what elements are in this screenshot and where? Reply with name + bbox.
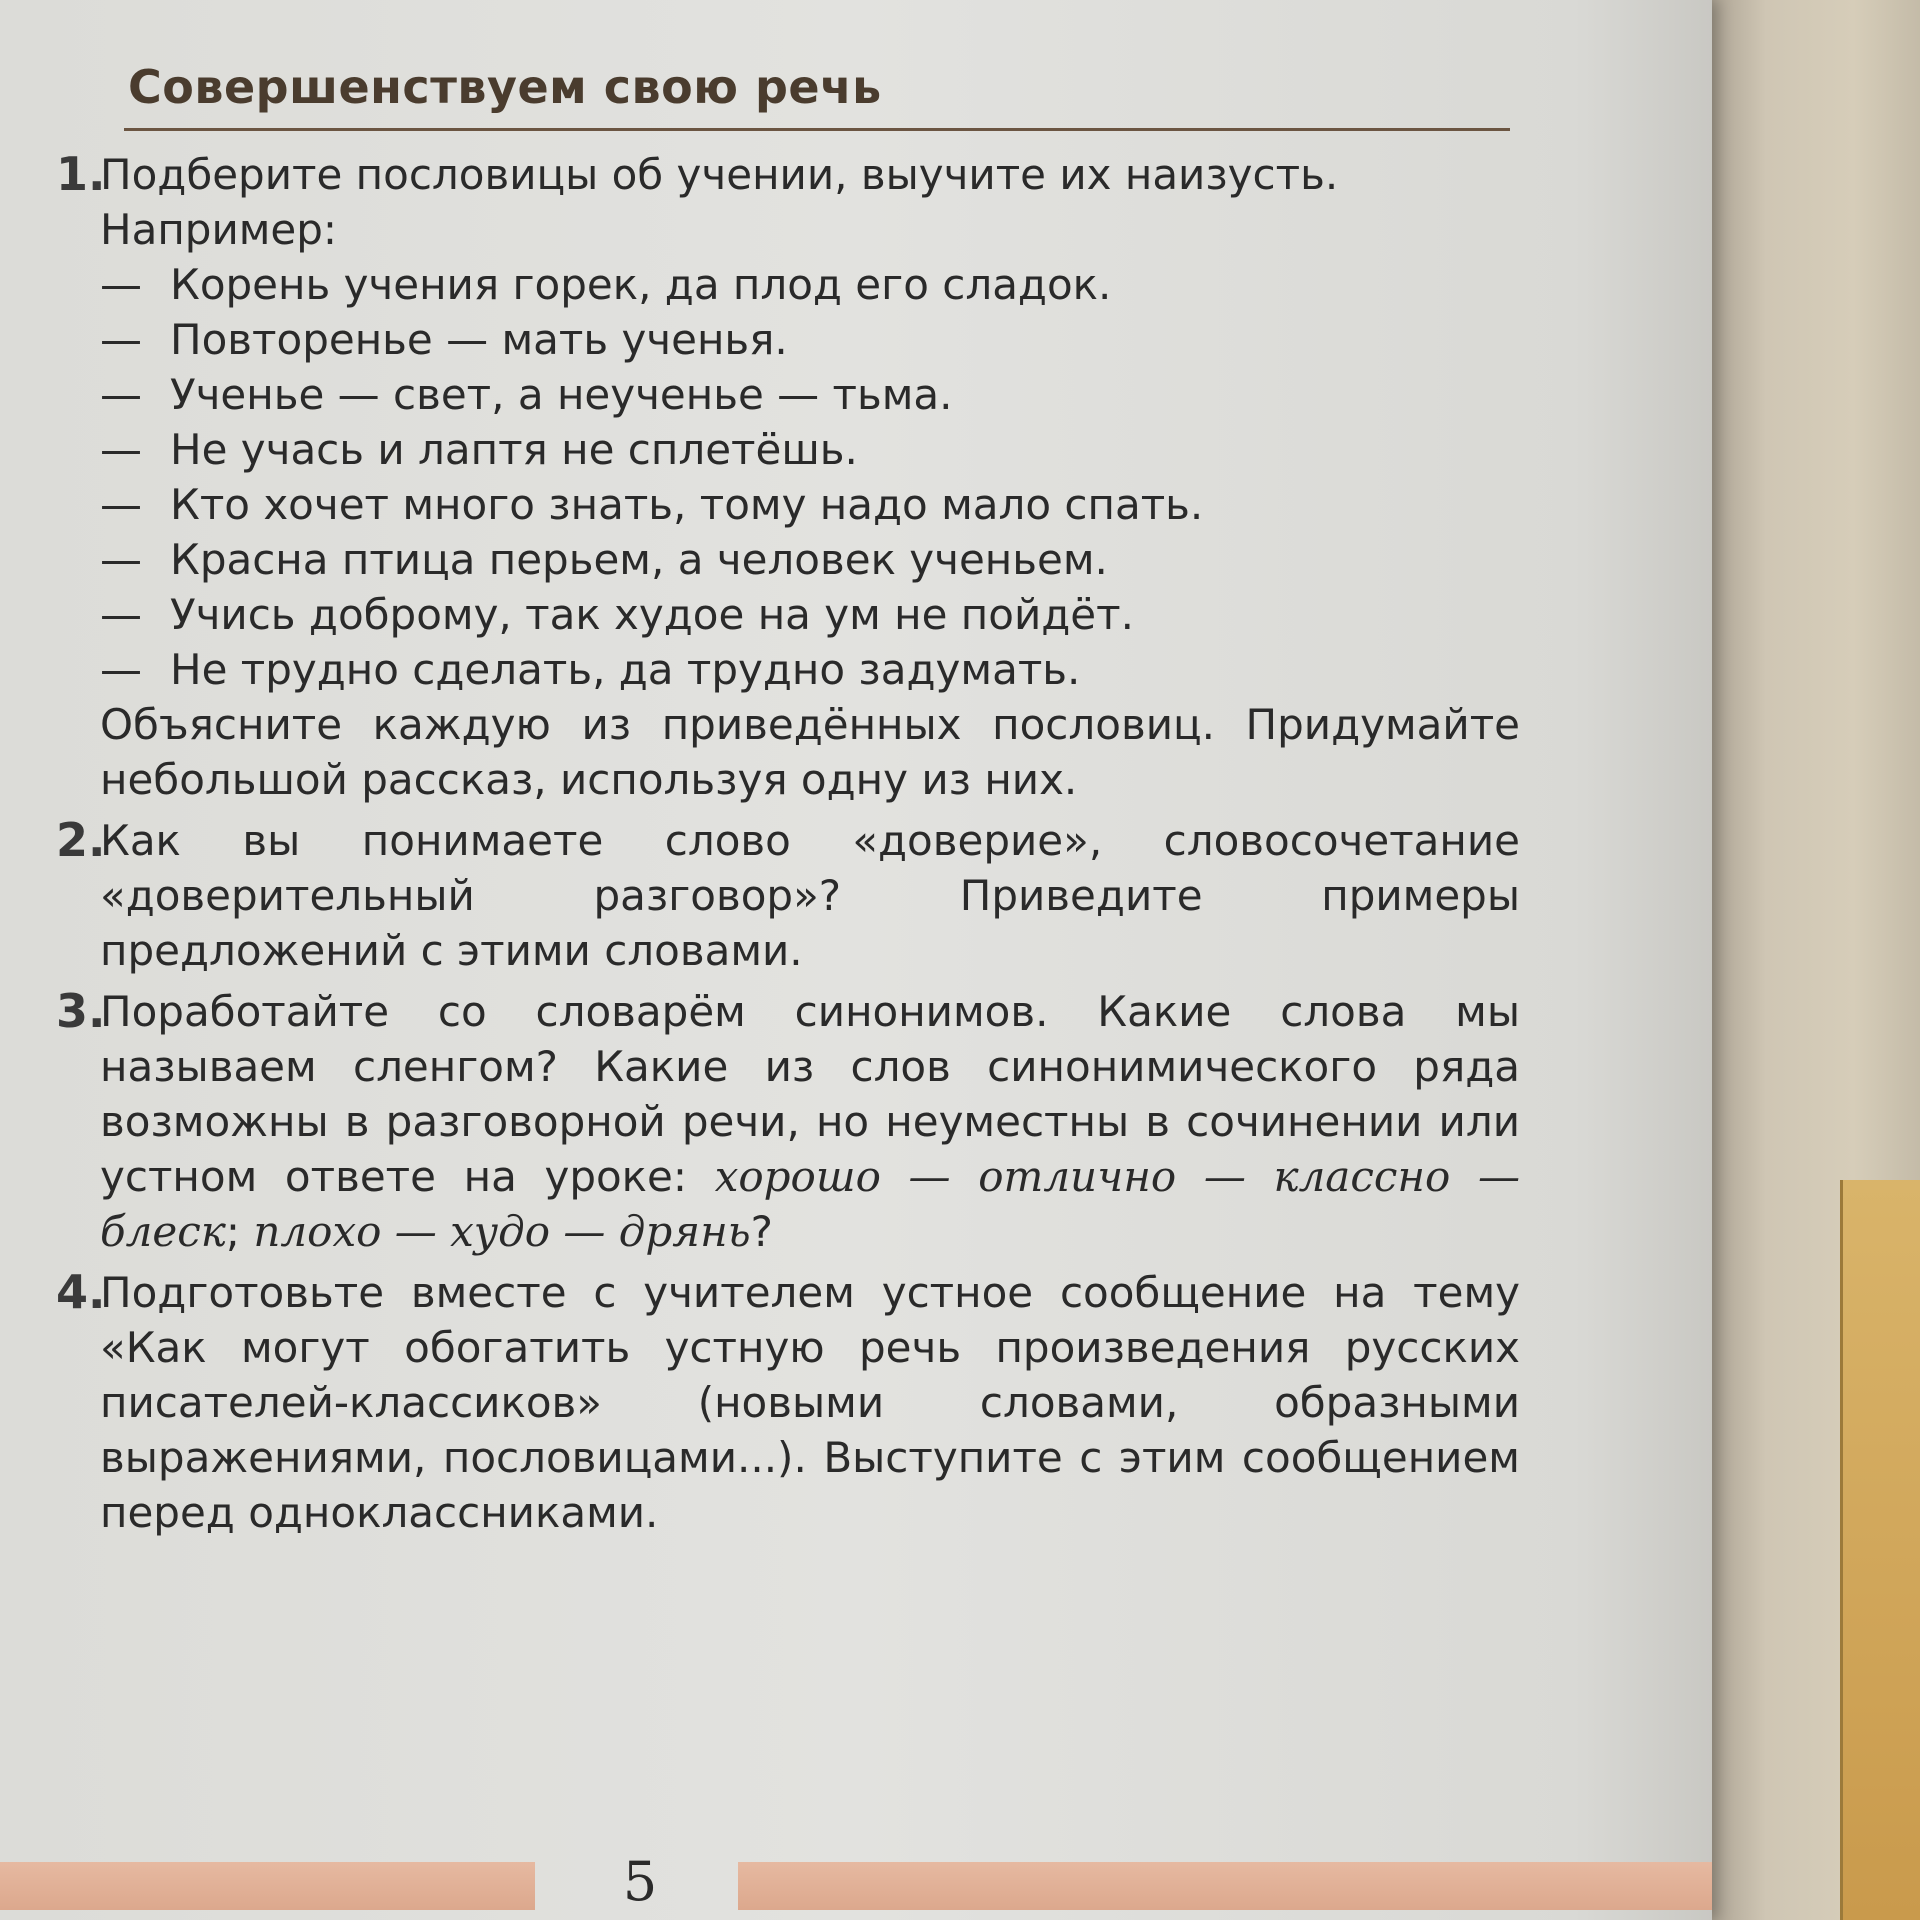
task-number: 3.: [56, 984, 106, 1038]
synonym-row-bad: плохо — худо — дрянь: [253, 1207, 751, 1256]
task-text: Объясните каждую из приведённых пословиц. Придумайте небольшой рассказ, используя одну из них.: [100, 700, 1520, 804]
task-text: Поработайте со словарём синонимов. Какие слова мы называем сленгом? Какие из слов синонимического ряда возможны в разговорной речи, но неуместны в сочинении или устном ответе на уроке: хорошо — отлично — классно — блеск; плохо — худо — дрянь?: [100, 987, 1520, 1256]
proverb: — Ученье — свет, а неученье — тьма.: [100, 370, 953, 419]
task-text: Подготовьте вместе с учителем устное сообщение на тему «Как могут обогатить устную речь произведения русских писателей-классиков» (новыми словами, образными выражениями, пословицами...). Выступите с этим сообщением перед одноклассниками.: [100, 1268, 1520, 1537]
proverb: — Повторенье — мать ученья.: [100, 315, 788, 364]
task-3: [56, 984, 1520, 1259]
task-text: Как вы понимаете слово «доверие», словосочетание «доверительный разговор»? Приведите примеры предложений с этими словами.: [100, 816, 1520, 975]
page-number: 5: [622, 1850, 658, 1913]
task-2: [56, 813, 1520, 978]
title-underline: [124, 128, 1510, 131]
section-title: Совершенствуем свою речь: [128, 60, 882, 114]
proverb: — Корень учения горек, да плод его сладок.: [100, 260, 1112, 309]
adjacent-page-illustration-edge: [1840, 1180, 1920, 1920]
task-number: 1.: [56, 147, 106, 201]
proverb: — Учись доброму, так худое на ум не пойдёт.: [100, 590, 1134, 639]
proverb: — Кто хочет много знать, тому надо мало спать.: [100, 480, 1204, 529]
proverb: — Красна птица перьем, а человек ученьем.: [100, 535, 1108, 584]
task-number: 4.: [56, 1265, 106, 1319]
task-1: [56, 147, 1520, 807]
task-4: [56, 1265, 1520, 1540]
synonym-row-good: хорошо — отлично — классно — блеск: [100, 1152, 1520, 1256]
task-text: Подберите пословицы об учении, выучите их наизусть. Например:: [100, 150, 1339, 254]
footer-bar-right: [738, 1862, 1712, 1910]
page-footer: [0, 1850, 1712, 1920]
task-number: 2.: [56, 813, 106, 867]
footer-bar-left: [0, 1862, 535, 1910]
proverb: — Не учась и лаптя не сплетёшь.: [100, 425, 858, 474]
page-content: [56, 60, 1520, 1546]
proverb: — Не трудно сделать, да трудно задумать.: [100, 645, 1081, 694]
